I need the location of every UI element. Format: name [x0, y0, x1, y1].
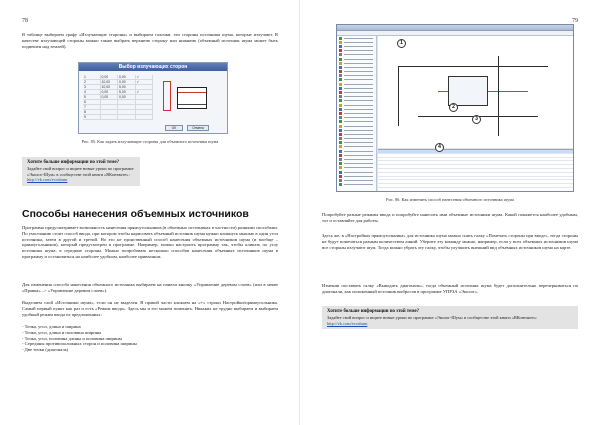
layer-label-placeholder	[344, 134, 373, 135]
info-box-text: Задайте свой вопрос и ищите новые уроки по программе «Эколог-Шум» в сообществе этой книги «ВКонтакте»:	[27, 166, 134, 177]
grid-row[interactable]	[378, 188, 574, 192]
cancel-button[interactable]: Отмена	[187, 125, 209, 131]
table-cell: 0,00	[101, 95, 119, 99]
figure-86-caption: Рис. 86. Как изменить способ нанесения объемного источника шума	[386, 197, 514, 202]
layer-icon	[339, 91, 342, 94]
side-mark	[178, 104, 206, 105]
layer-label-placeholder	[344, 105, 373, 106]
layer-icon	[339, 49, 342, 52]
table-cell: 0,00	[101, 75, 119, 79]
layer-icon	[339, 129, 342, 132]
layer-icon	[339, 66, 342, 69]
layer-label-placeholder	[344, 54, 373, 55]
info-box-right	[322, 306, 578, 329]
table-cell	[118, 115, 136, 119]
paragraph-2: Для изменения способа нанесения объемного источника выбираем на панели кнопку «Управление деревом слоев» (или в меню «Правка» –> «Управление деревом слоев»).	[22, 282, 278, 293]
table-cell: 5,00	[118, 85, 136, 89]
table-cell: 9	[83, 115, 101, 119]
figure-85-caption: Рис. 85. Как задать излучающие стороны для объемного источника шума	[81, 139, 219, 144]
info-box-link[interactable]: http://vk.com/ecoshum	[27, 177, 68, 183]
properties-dialog	[448, 76, 488, 106]
section-heading: Способы нанесения объемных источников	[22, 208, 249, 220]
table-cell: 5	[83, 95, 101, 99]
table-cell: 0,00	[101, 90, 119, 94]
layer-label-placeholder	[344, 159, 373, 160]
table-cell	[136, 85, 154, 89]
map-line	[398, 66, 399, 126]
table-cell: 0,00	[118, 75, 136, 79]
layer-icon	[339, 166, 342, 169]
figure-85-dialog	[78, 62, 228, 134]
list-item: - Две точки (диагональ)	[22, 347, 69, 353]
layer-icon	[339, 37, 342, 40]
callout-4: 4	[435, 143, 444, 152]
layer-icon	[339, 78, 342, 81]
layer-label-placeholder	[344, 109, 373, 110]
table-cell	[136, 110, 154, 114]
table-cell: 2	[83, 80, 101, 84]
layer-icon	[339, 141, 342, 144]
layer-icon	[339, 99, 342, 102]
callout-2: 2	[449, 103, 458, 112]
table-cell	[136, 95, 154, 99]
layer-icon	[339, 83, 342, 86]
table-cell: ✓	[136, 75, 154, 79]
list-item: - Точка, угол, длина и половина ширины	[22, 329, 102, 335]
list-item: - Точка, угол, длина и ширина	[22, 324, 81, 329]
layer-label-placeholder	[344, 172, 373, 173]
layer-icon	[339, 154, 342, 157]
paragraph-2: Здесь же, в «Настройках прямоугольника» для источника шума можно снять галку «Помечать стороны при вводе», тогда стороны не будут помечаться разным количеством линий. Уберите эту команду можно, например, если у всех объемных источников шума все стороны излучают шум. Тогда можно убрать эту галку, чтобы улучшить внешний вид объемных источников шума на карте.	[322, 233, 578, 250]
table-cell: ✓	[136, 90, 154, 94]
layer-icon	[339, 150, 342, 153]
table-cell: 8	[83, 110, 101, 114]
table-cell: 3	[83, 85, 101, 89]
paragraph-3: Изменив поставить галку «Выводить диагональ», тогда объемный источник шума будет дополнительно перечеркиваться по диагонали, как положенный источник выбросов в программе УПРЗА «Эколог».	[322, 283, 578, 294]
layer-icon	[339, 183, 342, 186]
layer-icon	[339, 158, 342, 161]
layer-label-placeholder	[344, 113, 373, 114]
figure-86-app-screenshot	[336, 24, 574, 192]
table-cell: 4	[83, 90, 101, 94]
layer-label-placeholder	[344, 63, 373, 64]
highlight-box	[163, 81, 171, 111]
page-number-left: 78	[22, 18, 28, 24]
paragraph-3: Выделяем слой «Источники шума», если он не выделен. В правой части кликаем на «+» строки Настройки/прямоугольника. Самый первый пункт как раз и есть «Режим ввода». Здесь мы и его можем поменять. Никаких не трудно выбираем и выбираем удобный режим ввода из предложенных:	[22, 300, 278, 317]
layer-label-placeholder	[344, 96, 373, 97]
layer-label-placeholder	[344, 121, 373, 122]
info-box-title: Хотите больше информации по этой теме?	[327, 309, 420, 314]
input-mode-list	[22, 324, 278, 353]
layer-icon	[339, 125, 342, 128]
layer-row[interactable]	[337, 183, 376, 187]
layer-label-placeholder	[344, 163, 373, 164]
layer-icon	[339, 171, 342, 174]
layer-icon	[339, 41, 342, 44]
layer-label-placeholder	[344, 142, 373, 143]
table-cell: 0,00	[118, 95, 136, 99]
layer-icon	[339, 133, 342, 136]
paragraph-1: Попробуйте разные режимы ввода и попробуйте нанесить ими объемные источники шума. Какой покажется наиболее удобным, тот и оставляйте для работы.	[322, 212, 578, 223]
layer-icon	[339, 162, 342, 165]
callout-1: 1	[397, 39, 406, 48]
layer-icon	[339, 70, 342, 73]
map-line	[498, 56, 499, 136]
layer-label-placeholder	[344, 180, 373, 181]
layer-label-placeholder	[344, 176, 373, 177]
layer-label-placeholder	[344, 59, 373, 60]
table-row[interactable]	[83, 115, 153, 120]
layer-icon	[339, 108, 342, 111]
emitting-side-mark	[178, 92, 206, 93]
layer-label-placeholder	[344, 92, 373, 93]
layer-label-placeholder	[344, 71, 373, 72]
page-number-right: 79	[572, 18, 578, 24]
table-cell	[136, 115, 154, 119]
dialog-preview-shape	[177, 87, 207, 109]
layer-label-placeholder	[344, 79, 373, 80]
table-cell	[118, 110, 136, 114]
layer-icon	[339, 62, 342, 65]
layer-icon	[339, 104, 342, 107]
dialog-title: Выбор излучающих сторон	[79, 63, 227, 71]
layer-icon	[339, 58, 342, 61]
data-grid[interactable]	[378, 149, 574, 192]
table-cell	[101, 115, 119, 119]
table-cell: 10,00	[101, 85, 119, 89]
layer-icon	[339, 53, 342, 56]
intro-paragraph: В таблице выбираем графу «Излучающие стороны» и выбираем галочки. эти стороны источника шума, которые излучают. В качестве излучающей стороны можно также выбрать верхнюю сторону или нижнюю (объемный источник шума может быть подвешен над землей).	[22, 32, 278, 49]
layer-label-placeholder	[344, 42, 373, 43]
layer-label-placeholder	[344, 67, 373, 68]
layer-label-placeholder	[344, 88, 373, 89]
layer-icon	[339, 137, 342, 140]
table-cell: 10,00	[101, 80, 119, 84]
layer-icon	[339, 145, 342, 148]
table-cell: 7	[83, 105, 101, 109]
layer-icon	[339, 112, 342, 115]
list-item: - Точка, угол, половина длины и половина ширины	[22, 335, 122, 341]
layer-icon	[339, 74, 342, 77]
table-cell: ✓	[136, 80, 154, 84]
layer-icon	[339, 95, 342, 98]
table-cell	[136, 105, 154, 109]
layer-label-placeholder	[344, 100, 373, 101]
table-cell	[118, 105, 136, 109]
layer-icon	[339, 120, 342, 123]
ok-button[interactable]: OK	[165, 125, 183, 131]
table-cell	[136, 100, 154, 104]
map-canvas[interactable]	[378, 36, 574, 148]
layer-icon	[339, 45, 342, 48]
layer-label-placeholder	[344, 46, 373, 47]
layer-label-placeholder	[344, 146, 373, 147]
table-cell	[101, 105, 119, 109]
dialog-table	[83, 75, 153, 120]
layer-label-placeholder	[344, 155, 373, 156]
layer-label-placeholder	[344, 167, 373, 168]
layer-icon	[339, 87, 342, 90]
layer-label-placeholder	[344, 151, 373, 152]
table-cell	[101, 110, 119, 114]
layer-label-placeholder	[344, 75, 373, 76]
layer-icon	[339, 179, 342, 182]
info-box-left	[22, 157, 140, 186]
layer-label-placeholder	[344, 84, 373, 85]
layer-icon	[339, 116, 342, 119]
layer-label-placeholder	[344, 184, 373, 185]
info-box-title: Хотите больше информации по этой теме?	[27, 160, 120, 165]
info-box-text: Задайте свой вопрос и ищите новые уроки по программе «Эколог-Шум» в сообществе этой книги «ВКонтакте»:	[327, 315, 538, 320]
layer-label-placeholder	[344, 130, 373, 131]
layer-label-placeholder	[344, 126, 373, 127]
layer-label-placeholder	[344, 117, 373, 118]
layer-icon	[339, 175, 342, 178]
table-cell: 0,00	[118, 80, 136, 84]
callout-3: 3	[472, 115, 481, 124]
table-cell	[101, 100, 119, 104]
layer-label-placeholder	[344, 38, 373, 39]
layer-label-placeholder	[344, 50, 373, 51]
table-cell: 1	[83, 75, 101, 79]
map-line	[398, 66, 548, 67]
table-cell	[118, 100, 136, 104]
info-box-link[interactable]: http://vk.com/ecoshum	[327, 320, 368, 326]
layer-tree-panel[interactable]	[337, 36, 377, 192]
table-cell: 5,00	[118, 90, 136, 94]
paragraph-1: Программа предусматривает возможность нанесения прямоугольников (в объемных источниках в частности) разными способами. По умолчанию стоит способ ввода, при котором чтобы нарисовать объемный источник шума нужно кликнуть мышью в один угол источника, затем в другой и третий. Но это не единственный способ нанесения объемных источников шума (и вообще – прямоугольников), который предусмотрен в программе. Например, можно настроить программу так, чтобы кликать по углу источника шума, в середине стороны. Можно попробовать несколько способов нанесения объемных источников шума в программу и остановиться на наиболее удобном, наиболее привычном.	[22, 225, 278, 259]
table-cell: 6	[83, 100, 101, 104]
layer-label-placeholder	[344, 138, 373, 139]
list-item: - Середины противоположных сторон и половина ширины	[22, 341, 137, 347]
